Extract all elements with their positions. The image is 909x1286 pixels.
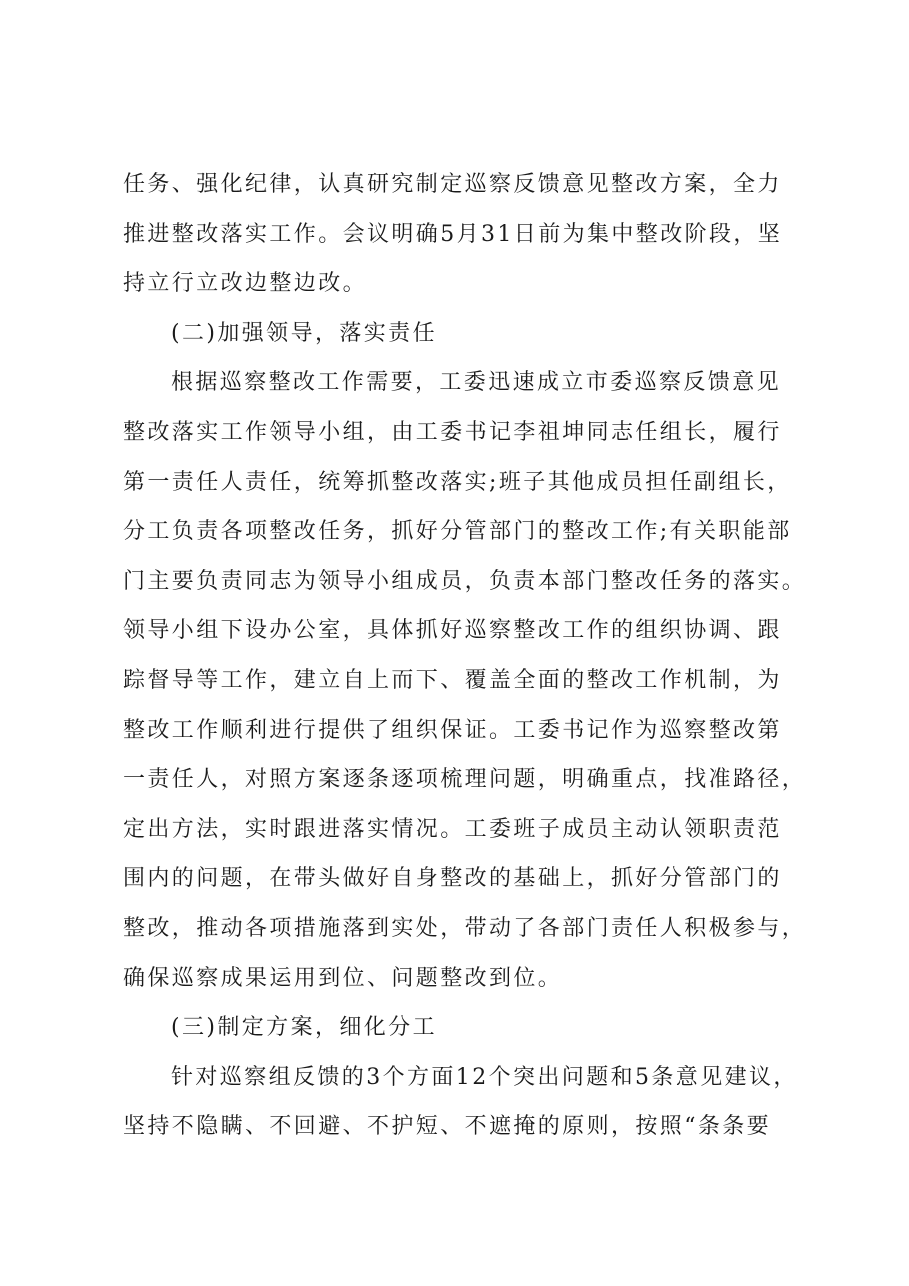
- paragraph-leadership: [123, 358, 807, 1003]
- text-line: 领导小组下设办公室，具体抓好巡察整改工作的组织协调、跟: [123, 618, 782, 644]
- text-line: 根据巡察整改工作需要，工委迅速成立市委巡察反馈意见: [171, 370, 782, 396]
- document-body: [123, 160, 807, 1152]
- text-line: 整改落实工作领导小组，由工委书记李祖坤同志任组长，履行: [123, 419, 782, 445]
- text-line: 一责任人，对照方案逐条逐项梳理问题，明确重点，找准路径，: [123, 767, 807, 793]
- text-line: 围内的问题，在带头做好自身整改的基础上，抓好分管部门的: [123, 866, 782, 892]
- text-line: 确保巡察成果运用到位、问题整改到位。: [123, 965, 563, 991]
- text-line: 整改，推动各项措施落到实处，带动了各部门责任人积极参与，: [123, 915, 807, 941]
- heading-text: (二)加强领导，落实责任: [171, 320, 437, 346]
- text-line: 整改工作顺利进行提供了组织保证。工委书记作为巡察整改第: [123, 717, 782, 743]
- text-line: 门主要负责同志为领导小组成员，负责本部门整改任务的落实。: [123, 568, 807, 594]
- paragraph-continuation: [123, 160, 803, 309]
- heading-text: (三)制定方案，细化分工: [171, 1015, 437, 1041]
- text-line: 踪督导等工作，建立自上而下、覆盖全面的整改工作机制，为: [123, 667, 782, 693]
- section-heading-2: [123, 309, 803, 359]
- section-heading-3: [123, 1003, 803, 1053]
- text-line: 定出方法，实时跟进落实情况。工委班子成员主动认领职责范: [123, 816, 782, 842]
- text-line: 推进整改落实工作。会议明确5月31日前为集中整改阶段，坚: [123, 221, 783, 247]
- text-line: 持立行立改边整边改。: [123, 271, 368, 297]
- text-line: 任务、强化纪律，认真研究制定巡察反馈意见整改方案，全力: [123, 172, 782, 197]
- text-line: 分工负责各项整改任务，抓好分管部门的整改工作;有关职能部: [123, 519, 792, 545]
- text-line: 坚持不隐瞒、不回避、不护短、不遮掩的原则，按照“条条要: [123, 1114, 772, 1140]
- text-line: 针对巡察组反馈的3个方面12个突出问题和5条意见建议，: [171, 1064, 798, 1090]
- text-line: 第一责任人责任，统筹抓整改落实;班子其他成员担任副组长，: [123, 469, 792, 495]
- paragraph-plan: [123, 1053, 803, 1152]
